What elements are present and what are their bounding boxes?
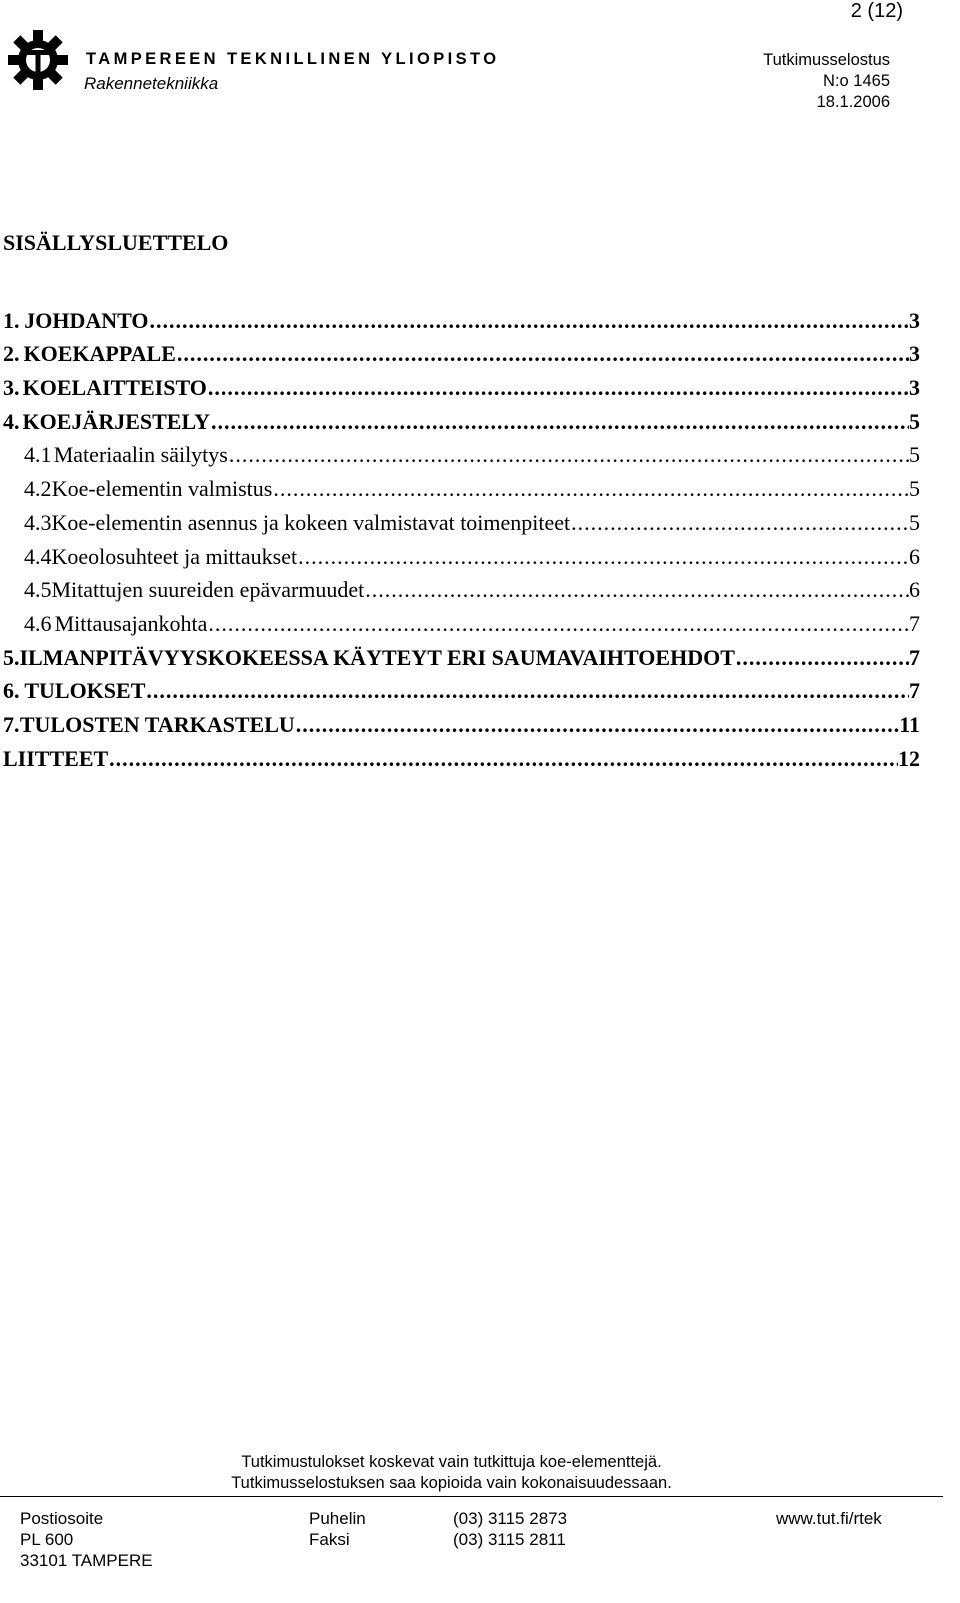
toc-entry-number: 4.5 (24, 577, 52, 603)
toc-entry[interactable] (3, 637, 920, 671)
toc-entry-title: Koeolosuhteet ja mittaukset (51, 543, 298, 569)
toc-entry-page: 5 (909, 442, 920, 468)
toc-entry[interactable] (3, 300, 920, 334)
dot-leader (208, 611, 909, 637)
toc-entry-page: 5 (909, 476, 920, 502)
dot-leader (177, 341, 909, 367)
toc-entry-number: 1. (3, 307, 20, 333)
university-name: TAMPEREEN TEKNILLINEN YLIOPISTO (86, 50, 500, 68)
postal-address (20, 1508, 153, 1571)
page-number: 2 (12) (850, 0, 903, 22)
toc-entry-number: 2. (3, 341, 20, 367)
toc-entry-title: KOEKAPPALE (23, 341, 176, 367)
postal-city: 33101 TAMPERE (20, 1551, 153, 1570)
toc-entry-title: Koe-elementin asennus ja kokeen valmistavat toimenpiteet (51, 509, 571, 535)
contact-labels (309, 1508, 366, 1550)
toc-entry[interactable] (3, 704, 920, 738)
dot-leader (211, 409, 909, 435)
dot-leader (150, 308, 909, 334)
toc-entry-title: LIITTEET (3, 745, 109, 771)
toc-entry[interactable] (3, 570, 920, 604)
contact-numbers (453, 1508, 567, 1550)
dot-leader (273, 476, 909, 502)
toc-entry-page: 7 (909, 644, 920, 670)
footer-note-line: Tutkimusselostuksen saa kopioida vain kokonaisuudessaan. (231, 1474, 672, 1492)
phone-label: Puhelin (309, 1509, 366, 1528)
toc-entry-number: 4.3 (24, 509, 52, 535)
fax-number: (03) 3115 2811 (453, 1530, 566, 1549)
website-link[interactable]: www.tut.fi/rtek (776, 1509, 882, 1528)
postal-label: Postiosoite (20, 1509, 104, 1528)
footer-divider (0, 1496, 943, 1497)
dot-leader (298, 544, 909, 570)
fax-label: Faksi (309, 1530, 350, 1549)
toc-entry-number: 4.6 (24, 610, 52, 636)
dot-leader (365, 577, 909, 603)
toc-entry-number: 6. (3, 678, 20, 704)
toc-entry[interactable] (3, 671, 920, 705)
toc-entry-title: Materiaalin säilytys (53, 442, 228, 468)
toc-entry-page: 12 (898, 745, 920, 771)
toc-entry[interactable] (3, 603, 920, 637)
toc-entry[interactable] (3, 401, 920, 435)
toc-entry[interactable] (3, 468, 920, 502)
report-number: N:o 1465 (823, 72, 890, 90)
toc-entry-number: 4. (3, 408, 20, 434)
toc-title: SISÄLLYSLUETTELO (3, 230, 229, 255)
footer-note-line: Tutkimustulokset koskevat vain tutkittuja koe-elementtejä. (241, 1453, 662, 1471)
dot-leader (571, 510, 909, 536)
report-type: Tutkimusselostus (763, 51, 890, 69)
toc-entry-page: 3 (909, 375, 920, 401)
postal-box: PL 600 (20, 1530, 74, 1549)
toc-entry-page: 6 (909, 577, 920, 603)
toc-entry-page: 7 (909, 610, 920, 636)
toc-entry-number: 4.4 (24, 543, 52, 569)
toc-entry-number: 5. (3, 644, 20, 670)
toc-entry-number: 4.2 (24, 476, 52, 502)
toc-entry-page: 5 (909, 408, 920, 434)
dot-leader (736, 645, 909, 671)
toc-entry[interactable] (3, 536, 920, 570)
toc-entry-page: 3 (909, 341, 920, 367)
toc-entry-page: 6 (909, 543, 920, 569)
toc-entry-appendices[interactable] (3, 738, 920, 772)
toc-entry-title: KOEJÄRJESTELY (22, 408, 211, 434)
toc-entry-title: Mittausajankohta (54, 610, 208, 636)
toc-entry-title: ILMANPITÄVYYSKOKEESSA KÄYTEYT ERI SAUMAVAIHTOEHDOT (19, 644, 735, 670)
toc-entry-title: TULOKSET (24, 678, 146, 704)
department-name: Rakennetekniikka (84, 74, 219, 93)
report-info (763, 50, 890, 113)
toc-entry-number: 3. (3, 375, 20, 401)
toc-entry[interactable] (3, 435, 920, 469)
toc-entry-page: 7 (909, 678, 920, 704)
toc-entry-title: TULOSTEN TARKASTELU (19, 711, 295, 737)
toc-entry[interactable] (3, 334, 920, 368)
toc-entry-title: Mitattujen suureiden epävarmuudet (51, 577, 365, 603)
dot-leader (296, 712, 899, 738)
dot-leader (208, 375, 909, 401)
footer-note (0, 1452, 903, 1494)
toc-entry-page: 3 (909, 307, 920, 333)
toc-entry-title: KOELAITTEISTO (22, 375, 207, 401)
toc-entry-page: 11 (899, 711, 920, 737)
toc-entry[interactable] (3, 367, 920, 401)
toc-entry-page: 5 (909, 509, 920, 535)
toc-entry-title: Koe-elementin valmistus (51, 476, 273, 502)
dot-leader (109, 746, 898, 772)
toc-entry-number: 4.1 (24, 442, 52, 468)
table-of-contents (3, 300, 920, 772)
phone-number: (03) 3115 2873 (453, 1509, 568, 1528)
toc-entry-number: 7. (3, 711, 20, 737)
toc-entry-title: JOHDANTO (24, 307, 149, 333)
report-date: 18.1.2006 (816, 93, 890, 111)
tut-gear-logo-icon (6, 28, 70, 92)
dot-leader (146, 678, 909, 704)
dot-leader (229, 442, 909, 468)
toc-entry[interactable] (3, 502, 920, 536)
